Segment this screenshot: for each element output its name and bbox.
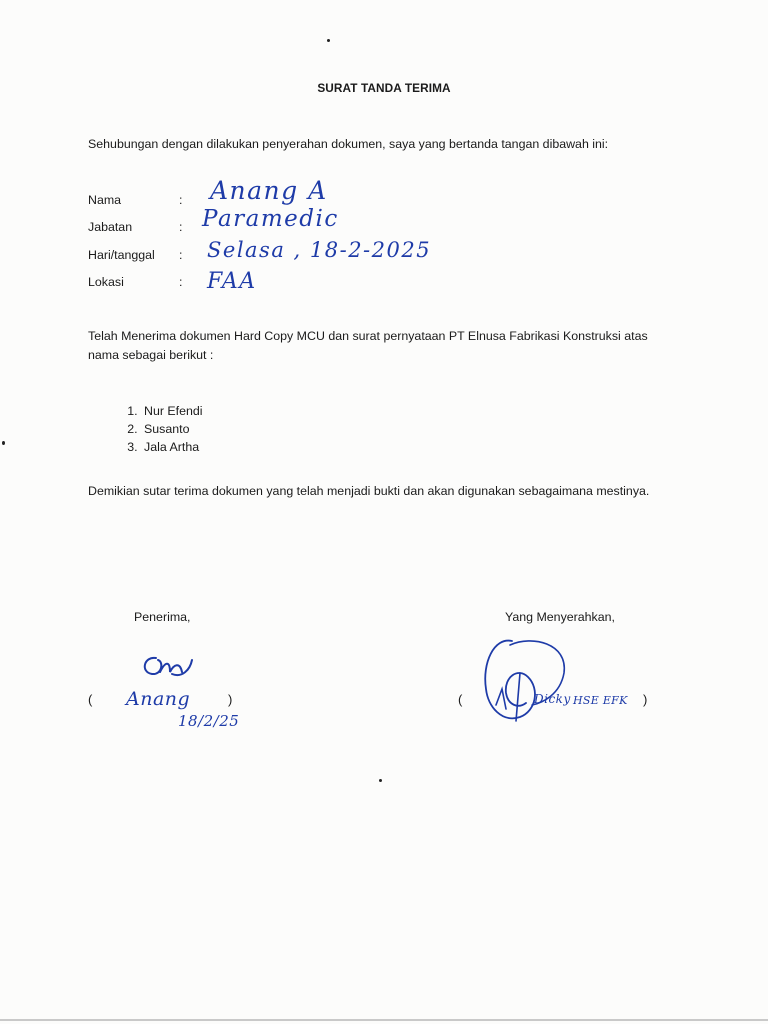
names-list	[100, 402, 203, 456]
field-value-jabatan: Paramedic	[202, 206, 339, 232]
list-item: 3. Jala Artha	[141, 438, 203, 456]
receiver-signature-date: 18/2/25	[178, 712, 240, 730]
field-label-hari-tanggal: Hari/tanggal	[88, 248, 155, 262]
received-text: Telah Menerima dokumen Hard Copy MCU dan surat pernyataan PT Elnusa Fabrikasi Konstruksi atas nama sebagai berikut :	[88, 329, 648, 362]
document-title: SURAT TANDA TERIMA	[317, 81, 451, 95]
list-item: 1. Nur Efendi	[141, 402, 203, 420]
intro-text: Sehubungan dengan dilakukan penyerahan dokumen, saya yang bertanda tangan dibawah ini:	[88, 137, 609, 151]
scan-speck	[327, 39, 330, 42]
closing-text: Demikian sutar terima dokumen yang telah menjadi bukti dan akan digunakan sebagaimana mestinya.	[88, 484, 650, 498]
page-bottom-edge	[0, 1019, 768, 1021]
giver-signature-role: HSE EFK	[573, 694, 628, 707]
field-colon: :	[179, 275, 183, 289]
field-label-jabatan: Jabatan	[88, 220, 133, 234]
giver-signature-name: Dicky	[534, 692, 571, 706]
giver-signature	[472, 633, 572, 729]
field-value-nama: Anang A	[210, 176, 328, 205]
giver-heading: Yang Menyerahkan,	[505, 610, 615, 624]
field-value-hari-tanggal: Selasa , 18-2-2025	[207, 238, 432, 262]
scan-speck	[2, 441, 5, 445]
receiver-heading: Penerima,	[134, 610, 191, 624]
scan-speck	[379, 779, 382, 782]
receiver-close-paren: )	[228, 692, 233, 707]
giver-open-paren: (	[458, 692, 463, 707]
field-label-lokasi: Lokasi	[88, 275, 124, 289]
field-colon: :	[179, 220, 183, 234]
receiver-signature	[136, 650, 196, 684]
list-item: 2. Susanto	[141, 420, 203, 438]
receiver-signature-name: Anang	[126, 688, 191, 710]
giver-close-paren: )	[643, 692, 648, 707]
field-value-lokasi: FAA	[207, 269, 257, 294]
field-colon: :	[179, 248, 183, 262]
field-label-nama: Nama	[88, 193, 122, 207]
receiver-open-paren: (	[88, 692, 93, 707]
field-colon: :	[179, 193, 183, 207]
